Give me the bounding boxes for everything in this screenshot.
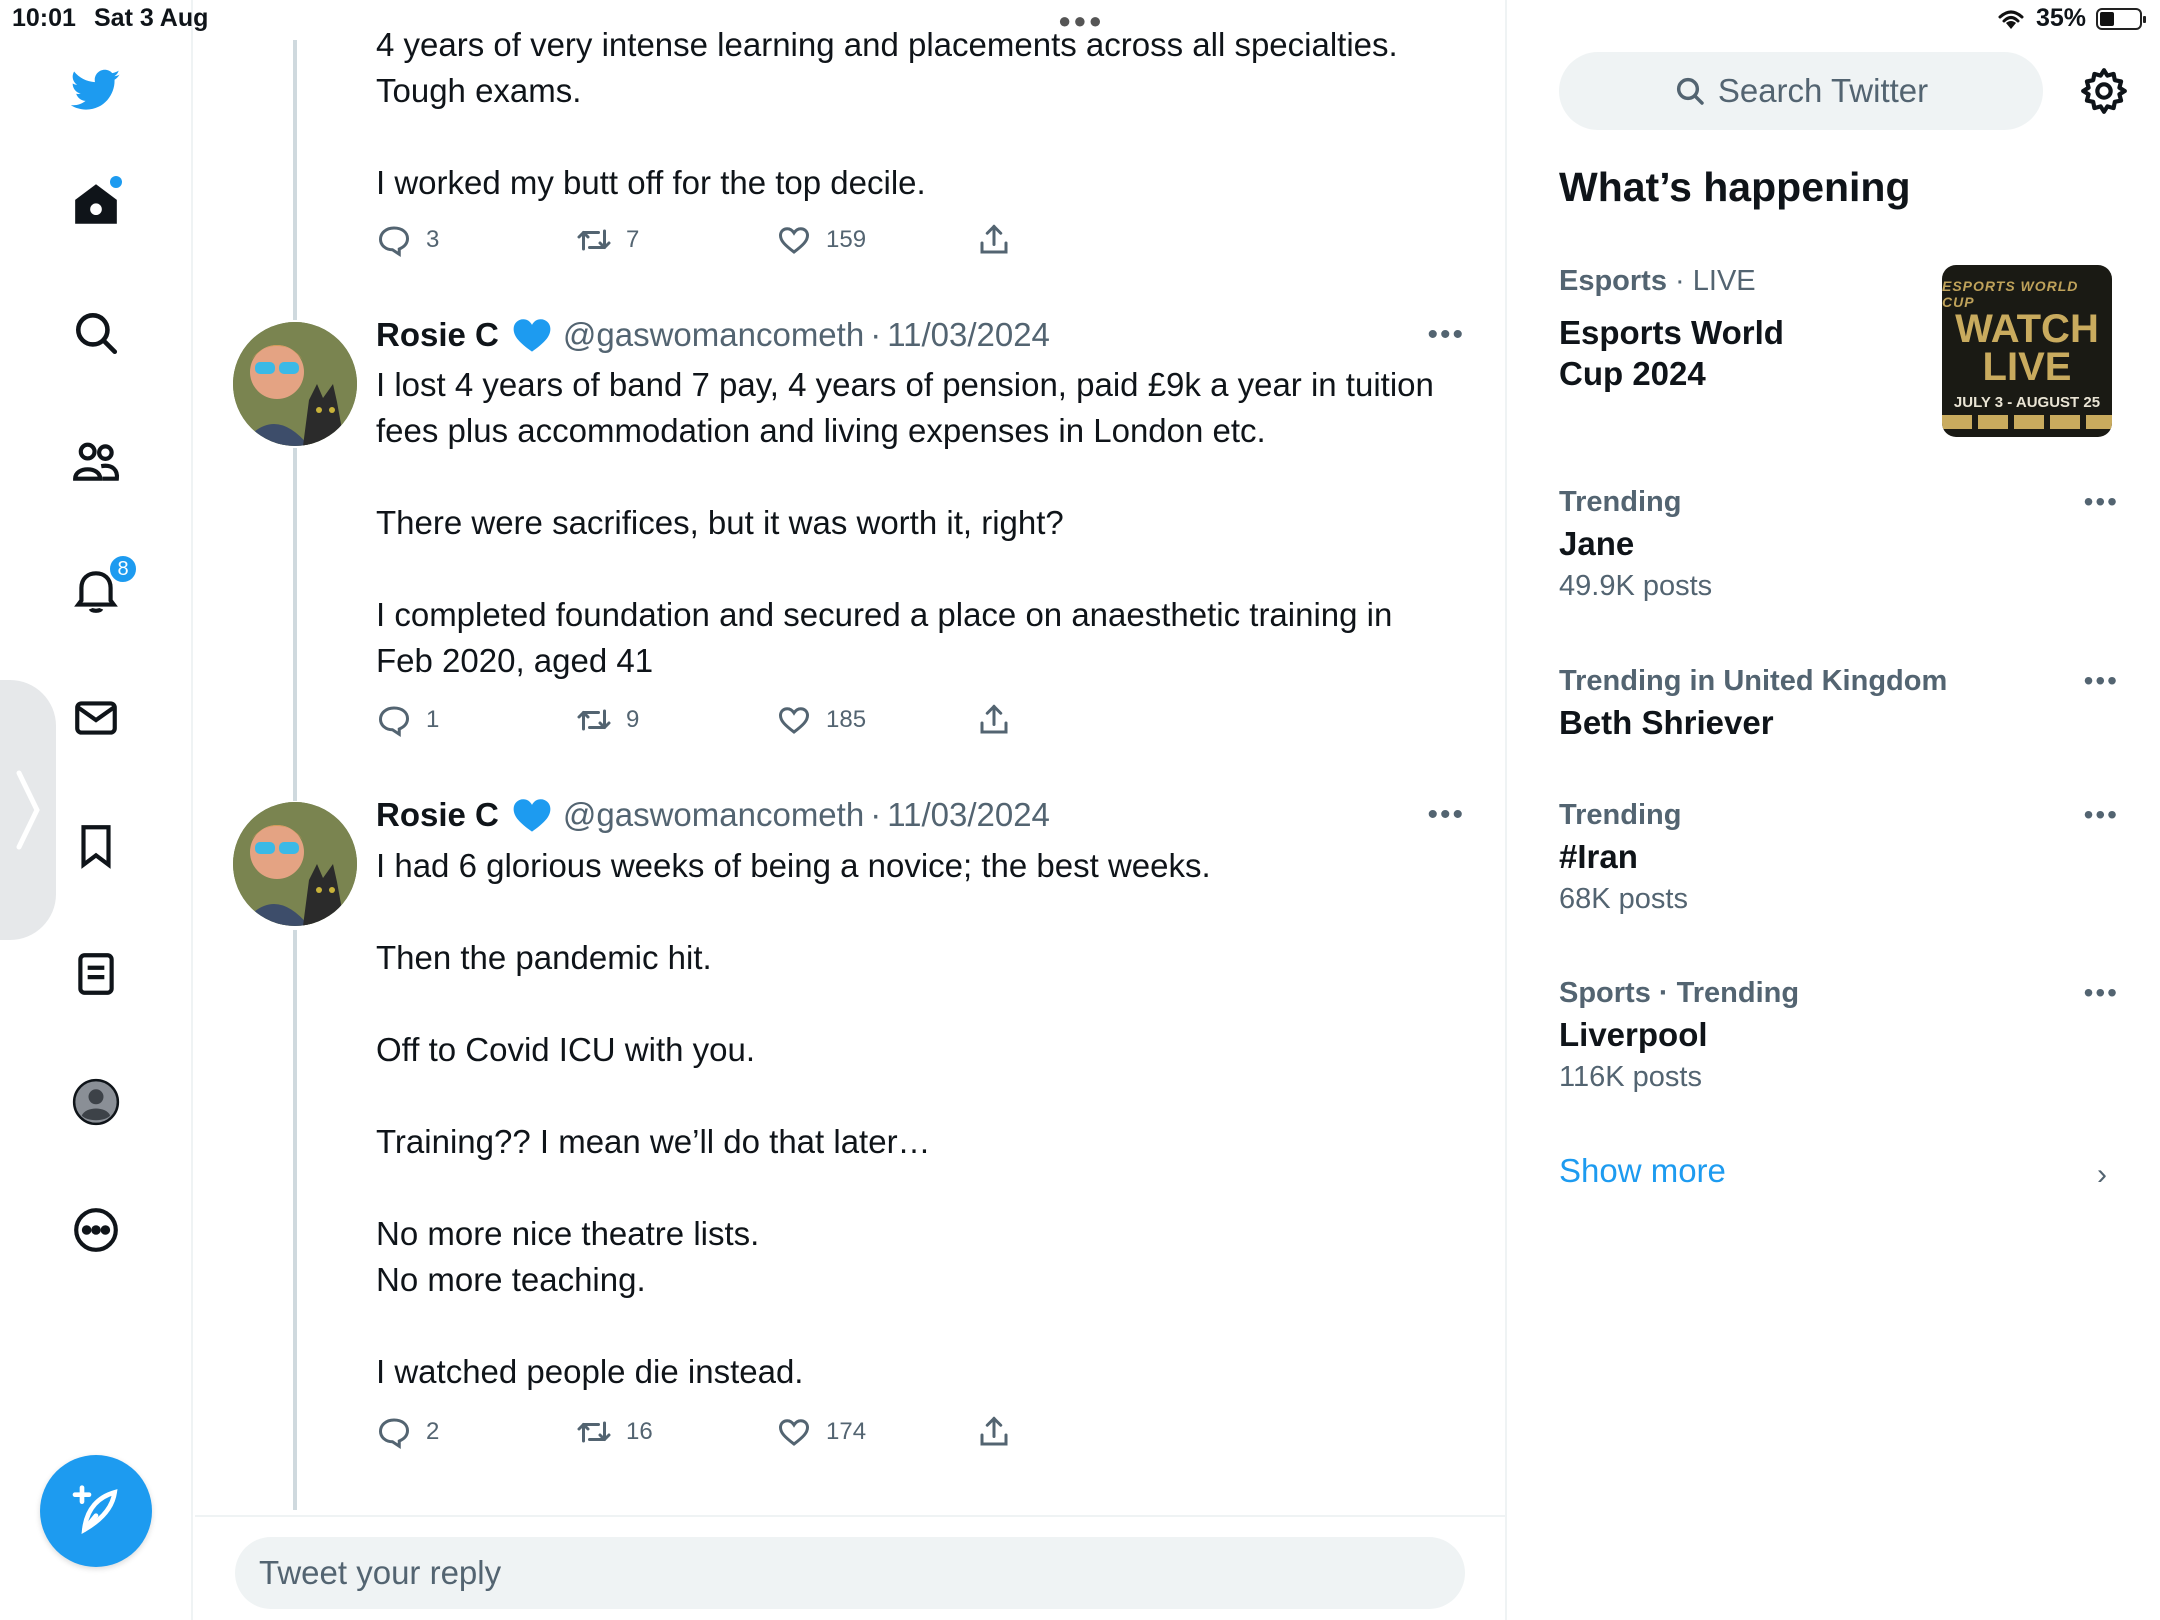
thread-connector-line: [293, 930, 297, 1510]
header-separator: ·: [870, 316, 882, 353]
reply-icon: [376, 1414, 412, 1450]
reply-button[interactable]: [376, 702, 439, 738]
retweet-count: 16: [626, 1418, 653, 1445]
trend-category: [1559, 265, 1959, 298]
tweet-text: I lost 4 years of band 7 pay, 4 years of pension, paid £9k a year in tuition fees plus accommodation and living expenses in London etc. There were sacrifices, but it was worth it, right? I completed foundation and secured a place on anaesthetic training in Feb 2020, aged 41: [376, 366, 1434, 679]
like-count: 159: [826, 226, 867, 253]
tweet-text: I had 6 glorious weeks of being a novice; the best weeks. Then the pandemic hit. Off to Covid ICU with you. Training?? I mean we’ll do that later… No more nice theatre lists. No more teaching. I watched people die instead.: [376, 847, 1211, 1390]
tweet-actions: [376, 702, 1076, 742]
trend-item[interactable]: [1559, 486, 2119, 603]
avatar-photo-icon: [233, 802, 357, 926]
retweet-button[interactable]: [576, 702, 639, 738]
home-icon[interactable]: [68, 176, 124, 232]
search-icon: [1674, 75, 1706, 107]
retweet-button[interactable]: [576, 222, 639, 258]
blue-heart-emoji-icon: [511, 794, 553, 836]
trend-item-promo[interactable]: [1559, 265, 1959, 394]
retweet-count: 9: [626, 706, 640, 733]
like-count: 185: [826, 706, 867, 733]
tweet-header: [376, 794, 1050, 836]
promo-separator: ·: [1666, 265, 1693, 297]
thread-connector-line: [293, 40, 297, 320]
trend-post-count: 49.9K posts: [1559, 570, 1713, 602]
tweet-actions: [376, 1414, 1076, 1454]
promo-image-strip: [1942, 415, 2112, 429]
share-button[interactable]: [976, 1414, 1012, 1450]
like-button[interactable]: [776, 222, 866, 258]
promo-thumbnail[interactable]: [1942, 265, 2112, 437]
author-handle[interactable]: @gaswomancometh: [562, 316, 865, 353]
sidebar-handle[interactable]: [0, 680, 56, 940]
tweet-date[interactable]: 11/03/2024: [887, 316, 1050, 353]
author-handle[interactable]: @gaswomancometh: [562, 796, 865, 833]
like-count: 174: [826, 1418, 867, 1445]
wifi-icon: [1996, 7, 2026, 31]
tweet-more-options-icon[interactable]: •••: [1427, 318, 1465, 351]
share-button[interactable]: [976, 222, 1012, 258]
multitasking-dots-icon[interactable]: ●●●: [1058, 8, 1104, 33]
trend-name: Beth Shriever: [1559, 704, 1774, 741]
status-time: 10:01: [12, 4, 76, 32]
retweet-icon: [576, 222, 612, 258]
retweet-button[interactable]: [576, 1414, 653, 1450]
trend-more-options-icon[interactable]: •••: [2083, 799, 2119, 830]
promo-image-dates: JULY 3 - AUGUST 25: [1953, 393, 2101, 411]
gear-icon[interactable]: [2079, 66, 2129, 116]
trend-category: Trending: [1559, 486, 1682, 518]
notifications-badge: 8: [108, 554, 138, 584]
right-sidebar: [1509, 0, 2160, 1620]
notifications-bell-icon[interactable]: [68, 557, 129, 618]
trend-name: Liverpool: [1559, 1016, 1708, 1053]
reply-bar: [195, 1515, 1507, 1620]
reply-icon: [376, 222, 412, 258]
reply-button[interactable]: [376, 1414, 439, 1450]
bookmarks-icon[interactable]: [68, 818, 124, 874]
share-icon: [976, 222, 1012, 258]
thread-timeline[interactable]: [195, 0, 1507, 1620]
battery-percent: 35%: [2035, 4, 2086, 32]
header-separator: ·: [870, 796, 882, 833]
promo-image-event: ESPORTS WORLD CUP: [1942, 277, 2079, 310]
promo-category: Esports: [1559, 265, 1667, 297]
share-button[interactable]: [976, 702, 1012, 738]
thread-connector-line: [293, 448, 297, 801]
feather-compose-icon: [68, 1483, 124, 1539]
status-date: Sat 3 Aug: [94, 4, 209, 32]
trend-post-count: 116K posts: [1559, 1061, 1702, 1093]
trend-name: #Iran: [1559, 838, 1638, 875]
trend-category: Sports · Trending: [1559, 977, 1800, 1009]
share-icon: [976, 702, 1012, 738]
left-nav: [0, 0, 193, 1620]
reply-icon: [376, 702, 412, 738]
share-icon: [976, 1414, 1012, 1450]
messages-envelope-icon[interactable]: [68, 690, 124, 746]
trend-item[interactable]: [1559, 977, 2119, 1094]
heart-like-icon: [776, 1414, 812, 1450]
whats-happening-heading: What’s happening: [1559, 164, 1911, 210]
trend-more-options-icon[interactable]: •••: [2083, 665, 2119, 696]
trend-item[interactable]: [1559, 799, 2119, 916]
tweet-actions: [376, 222, 1076, 262]
trend-more-options-icon[interactable]: •••: [2083, 486, 2119, 517]
trend-post-count: 68K posts: [1559, 883, 1688, 915]
avatar[interactable]: [233, 802, 357, 926]
trend-category: Trending: [1559, 799, 1682, 831]
like-button[interactable]: [776, 1414, 866, 1450]
trend-category: Trending in United Kingdom: [1559, 665, 1948, 697]
reply-count: 2: [426, 1418, 440, 1445]
reply-count: 3: [426, 226, 440, 253]
chevron-right-icon[interactable]: ›: [2097, 1158, 2107, 1191]
search-twitter-input[interactable]: [1559, 52, 2043, 130]
avatar-photo-icon: [233, 322, 357, 446]
retweet-icon: [576, 702, 612, 738]
chevron-right-icon: [13, 765, 43, 855]
author-name[interactable]: Rosie C: [376, 796, 499, 833]
lists-icon[interactable]: [68, 946, 124, 1002]
show-more-link[interactable]: Show more: [1559, 1152, 1726, 1189]
blue-heart-emoji-icon: [511, 314, 553, 356]
promo-live-label: LIVE: [1692, 265, 1756, 297]
tweet-reply-input[interactable]: [235, 1537, 1465, 1609]
profile-avatar-icon[interactable]: [68, 1074, 124, 1130]
tweet-more-options-icon[interactable]: •••: [1427, 798, 1465, 831]
reply-count: 1: [426, 706, 440, 733]
heart-like-icon: [776, 222, 812, 258]
twitter-logo-icon[interactable]: [68, 62, 124, 118]
tweet-text-partial: 4 years of very intense learning and placements across all specialties. Tough exams. I worked my butt off for the top decile.: [376, 26, 1398, 201]
promo-image-title: WATCH LIVE: [1955, 306, 2099, 389]
trend-name: Jane: [1559, 525, 1635, 562]
retweet-icon: [576, 1414, 612, 1450]
trend-item[interactable]: [1559, 665, 2119, 743]
battery-icon: [2096, 8, 2142, 30]
status-bar: [0, 0, 2160, 40]
communities-icon[interactable]: [68, 434, 124, 490]
reply-button[interactable]: [376, 222, 439, 258]
trend-more-options-icon[interactable]: •••: [2083, 977, 2119, 1008]
home-unread-dot: [110, 176, 122, 188]
more-options-icon[interactable]: [68, 1202, 124, 1258]
heart-like-icon: [776, 702, 812, 738]
author-name[interactable]: Rosie C: [376, 316, 499, 353]
trend-name: Esports World Cup 2024: [1559, 314, 1784, 392]
search-placeholder: Search Twitter: [1717, 72, 1929, 109]
tweet-header: [376, 314, 1050, 356]
compose-tweet-button[interactable]: [40, 1455, 152, 1567]
explore-search-icon[interactable]: [68, 305, 124, 361]
tweet-date[interactable]: 11/03/2024: [887, 796, 1050, 833]
like-button[interactable]: [776, 702, 866, 738]
retweet-count: 7: [626, 226, 640, 253]
avatar[interactable]: [233, 322, 357, 446]
